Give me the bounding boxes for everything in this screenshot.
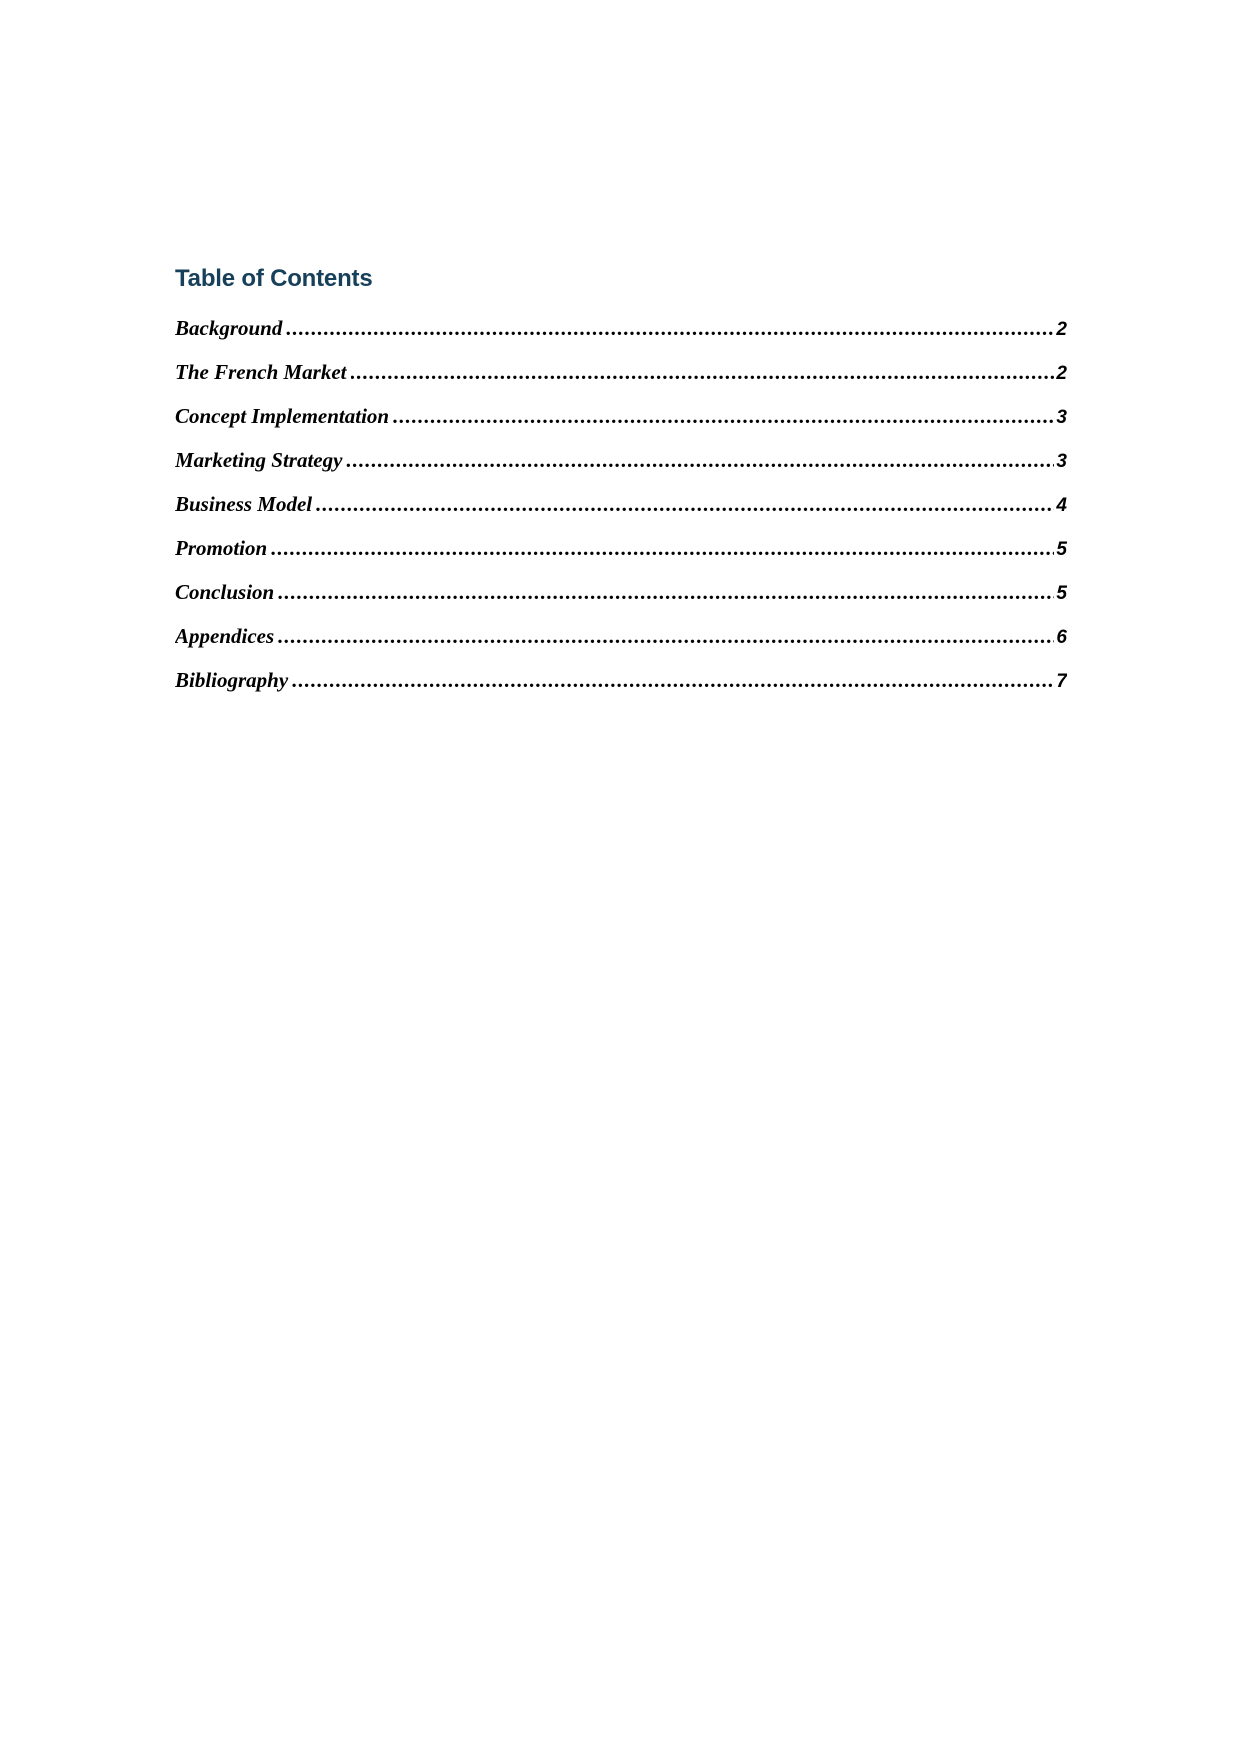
toc-entry-page-number: 6 <box>1056 627 1067 648</box>
toc-entry-label: Concept Implementation <box>175 404 390 428</box>
toc-entry-label: Background <box>175 316 283 340</box>
toc-entry-label: Business Model <box>175 492 313 516</box>
dot-leader <box>286 313 1054 343</box>
toc-entry-label: Conclusion <box>175 580 275 604</box>
toc-entry-label: Promotion <box>175 536 268 560</box>
toc-entry-concept-implementation[interactable] <box>175 401 1067 445</box>
toc-entry-conclusion[interactable] <box>175 577 1067 621</box>
toc-entry-label: Marketing Strategy <box>175 448 343 472</box>
toc-entry-label: Appendices <box>175 624 275 648</box>
toc-entry-page-number: 3 <box>1056 451 1067 472</box>
toc-entry-page-number: 5 <box>1056 539 1067 560</box>
toc-entry-page-number: 2 <box>1056 319 1067 340</box>
dot-leader <box>393 401 1054 431</box>
toc-entry-appendices[interactable] <box>175 621 1067 665</box>
dot-leader <box>278 577 1054 607</box>
toc-entry-promotion[interactable] <box>175 533 1067 577</box>
toc-entry-bibliography[interactable] <box>175 665 1067 709</box>
table-of-contents <box>175 258 1067 709</box>
dot-leader <box>351 357 1055 387</box>
dot-leader <box>316 489 1054 519</box>
toc-entry-background[interactable] <box>175 313 1067 357</box>
toc-entry-page-number: 4 <box>1056 495 1067 516</box>
toc-entry-business-model[interactable] <box>175 489 1067 533</box>
toc-entry-page-number: 2 <box>1056 363 1067 384</box>
dot-leader <box>346 445 1054 475</box>
toc-entry-page-number: 5 <box>1056 583 1067 604</box>
dot-leader <box>278 621 1054 651</box>
toc-entry-page-number: 3 <box>1056 407 1067 428</box>
dot-leader <box>271 533 1054 563</box>
dot-leader <box>292 665 1054 695</box>
toc-entry-the-french-market[interactable] <box>175 357 1067 401</box>
toc-entry-marketing-strategy[interactable] <box>175 445 1067 489</box>
toc-title: Table of Contents <box>175 265 373 292</box>
toc-entry-label: The French Market <box>175 360 347 384</box>
toc-entry-label: Bibliography <box>175 668 289 692</box>
toc-list <box>175 313 1067 709</box>
toc-entry-page-number: 7 <box>1056 671 1067 692</box>
